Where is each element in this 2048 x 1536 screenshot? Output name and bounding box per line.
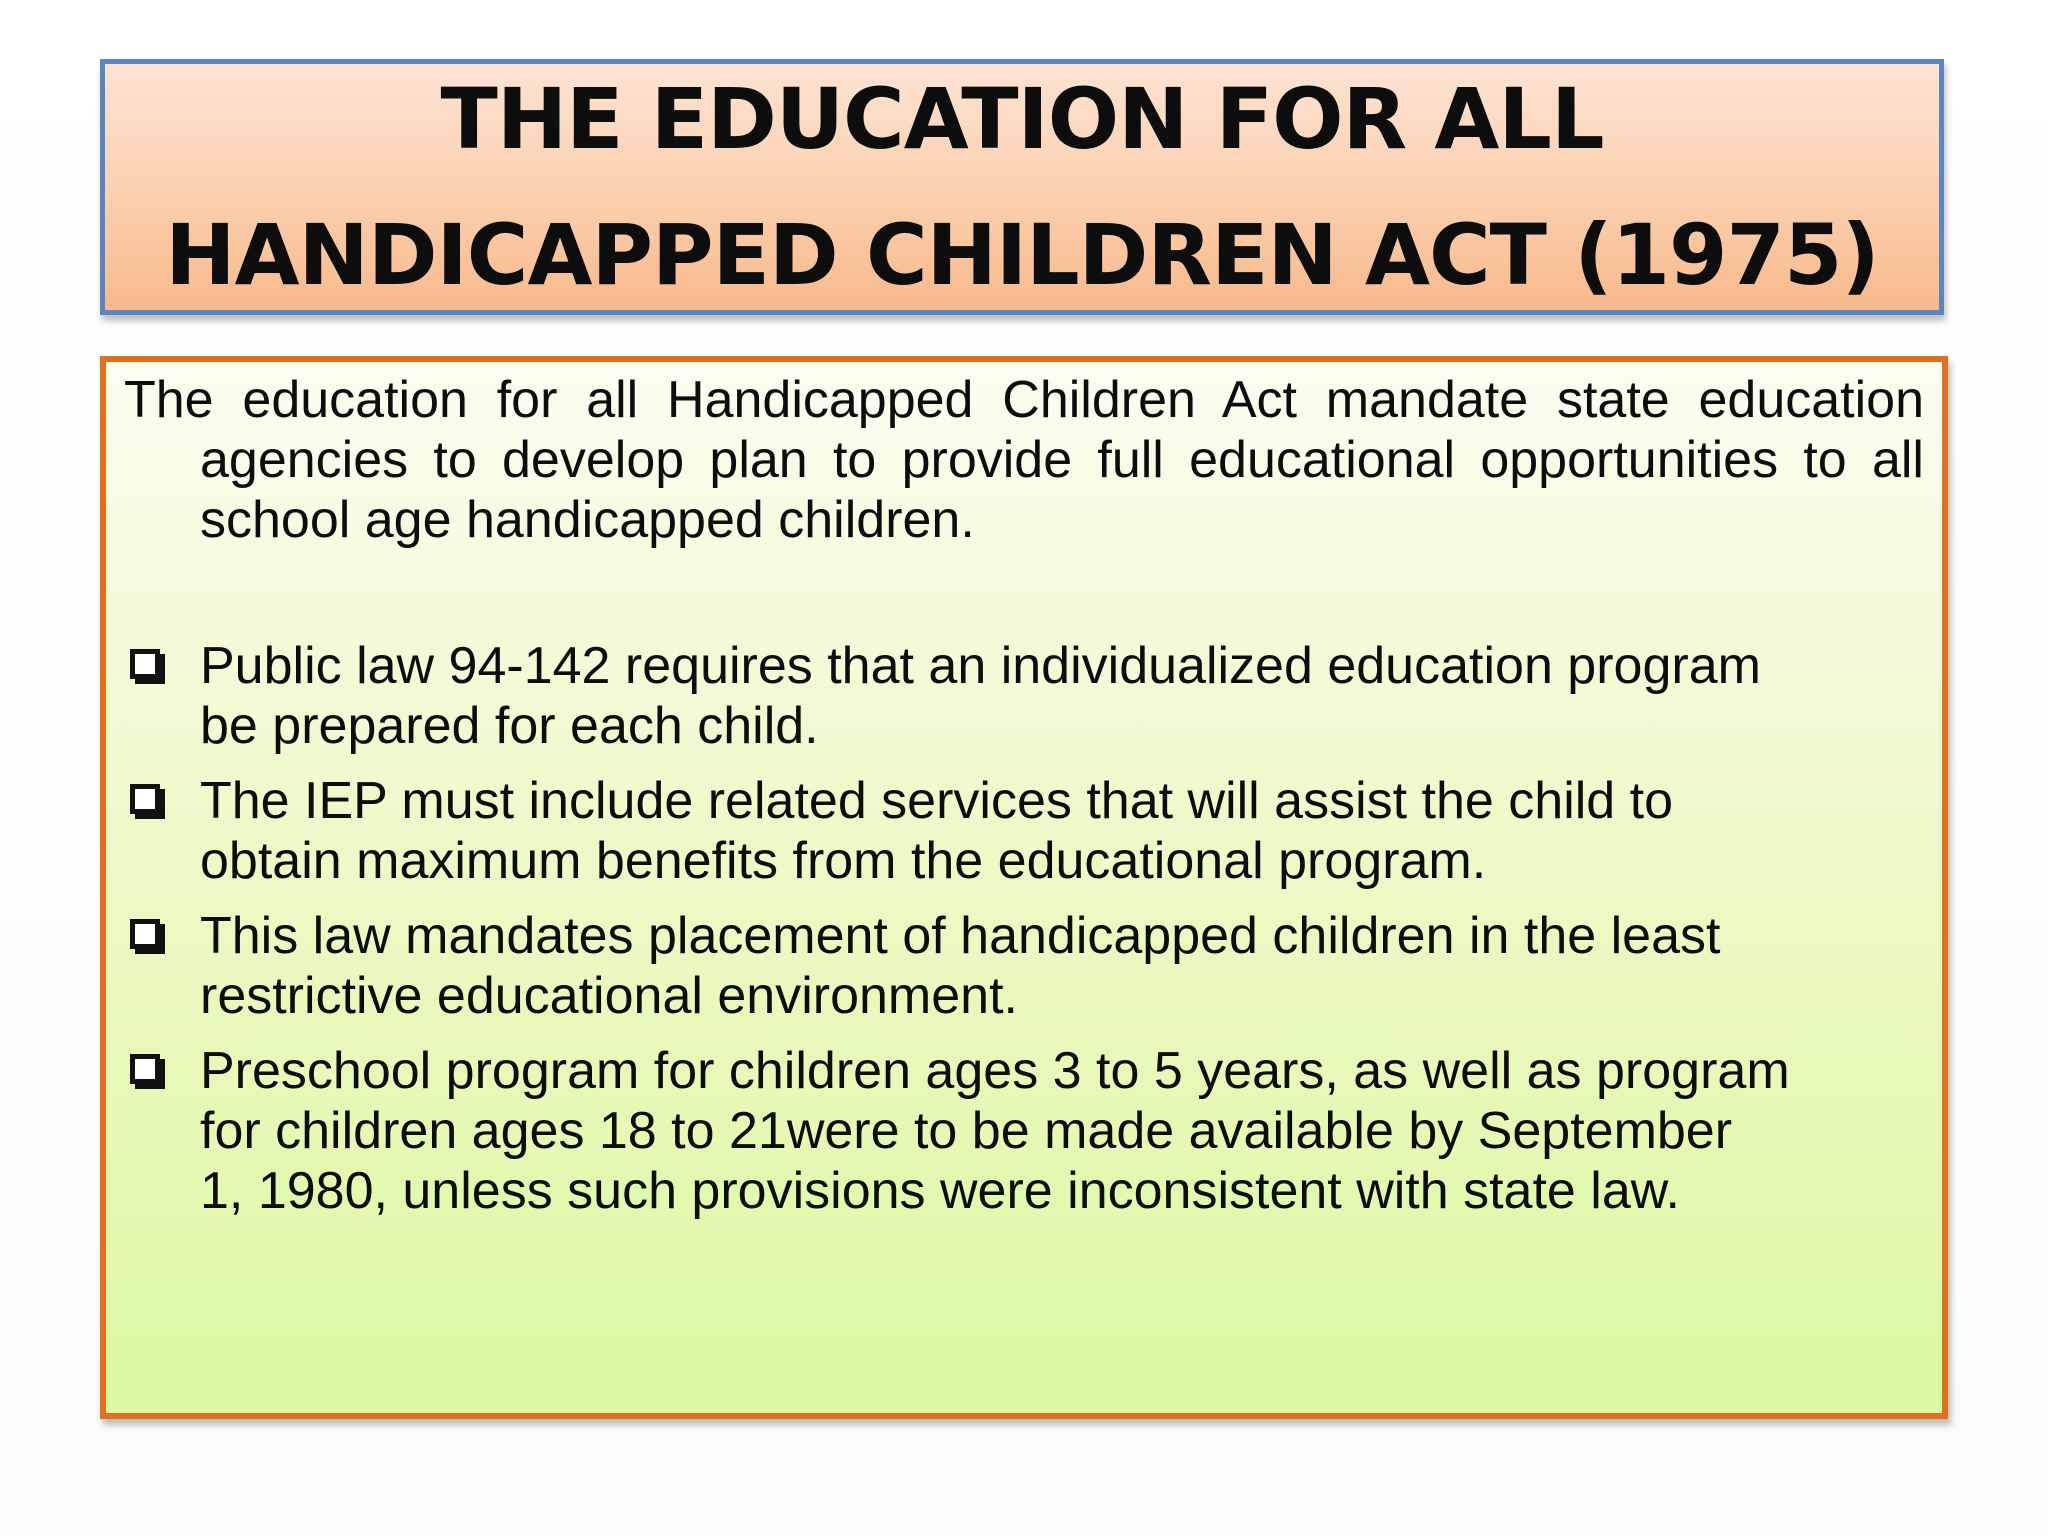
intro-paragraph: The education for all Handicapped Children Act mandate state education agencies to develop plan to provide full educational opportunities to all school age handicapped children. [124, 371, 1924, 549]
bullet-item-2 [124, 771, 1924, 891]
title-line-2: HANDICAPPED CHILDREN ACT (1975) [165, 206, 1879, 304]
bullet-1-line-2: be prepared for each child. [200, 697, 819, 755]
bullet-2-line-2: obtain maximum benefits from the educational program. [200, 832, 1487, 890]
title-line-1: THE EDUCATION FOR ALL [440, 70, 1604, 168]
bullet-item-4 [124, 1041, 1924, 1221]
checkbox-square-icon [130, 784, 160, 814]
bullet-list [124, 636, 1924, 1236]
title-box [100, 59, 1944, 315]
checkbox-square-icon [130, 649, 160, 679]
checkbox-square-icon [130, 1054, 160, 1084]
bullet-4-line-2: for children ages 18 to 21were to be made available by September [200, 1102, 1733, 1160]
bullet-3-line-1: This law mandates placement of handicapped children in the least [200, 907, 1721, 965]
bullet-2-line-1: The IEP must include related services that will assist the child to [200, 772, 1674, 830]
bullet-item-1 [124, 636, 1924, 756]
checkbox-square-icon [130, 919, 160, 949]
bullet-3-line-2: restrictive educational environment. [200, 967, 1018, 1025]
content-box [100, 356, 1948, 1419]
bullet-1-line-1: Public law 94-142 requires that an individualized education program [200, 637, 1761, 695]
bullet-item-3 [124, 906, 1924, 1026]
bullet-4-line-3: 1, 1980, unless such provisions were inconsistent with state law. [200, 1162, 1680, 1220]
bullet-4-line-1: Preschool program for children ages 3 to 5 years, as well as program [200, 1042, 1790, 1100]
